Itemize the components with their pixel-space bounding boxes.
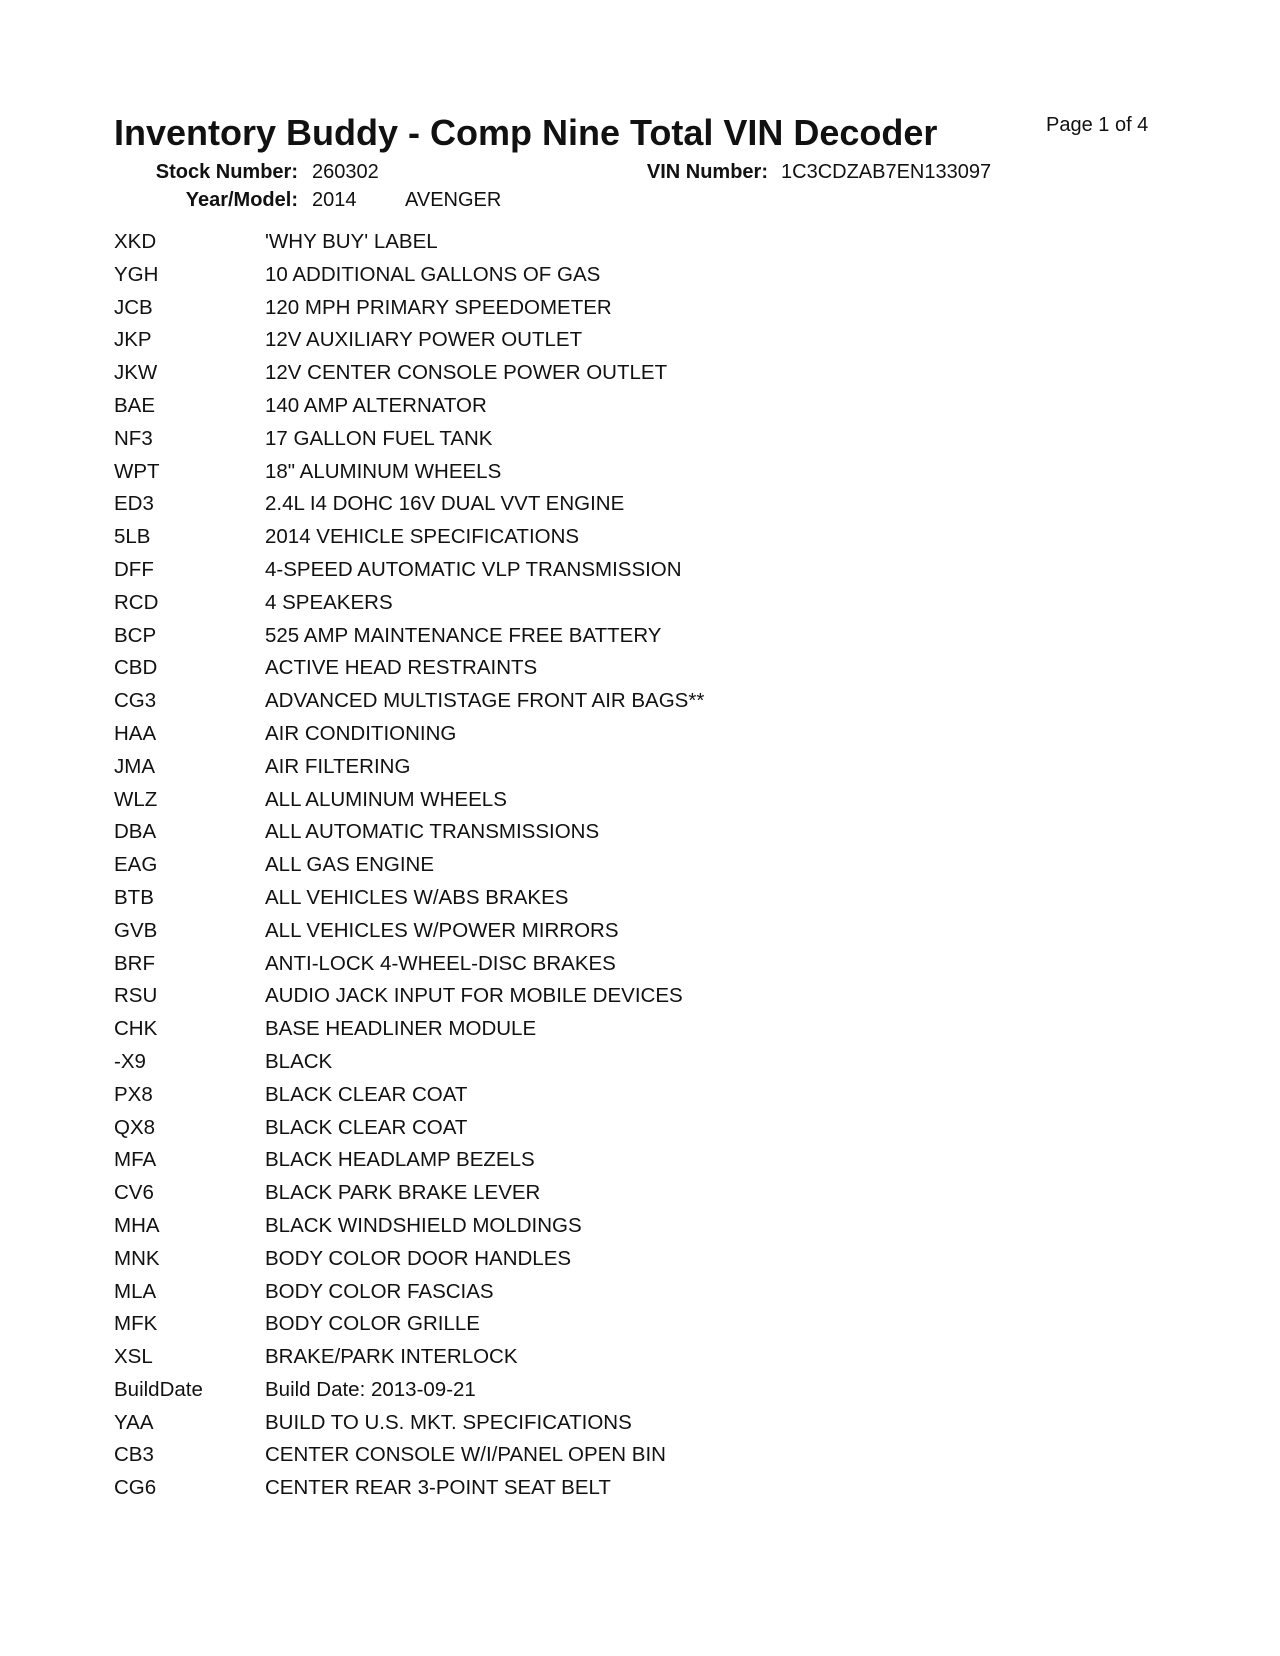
option-row [114,948,1114,981]
option-code: XKD [114,230,157,253]
option-code: XSL [114,1345,153,1369]
option-code: 5LB [114,525,151,549]
option-description: CENTER REAR 3-POINT SEAT BELT [265,1476,611,1500]
option-code: YGH [114,262,159,286]
option-code: CG3 [114,689,157,713]
option-row [114,324,1114,357]
option-description: ANTI-LOCK 4-WHEEL-DISC BRAKES [265,951,616,975]
document-title: Inventory Buddy - Comp Nine Total VIN Decoder [114,112,938,153]
option-row [114,587,1114,620]
option-code: ED3 [114,492,154,516]
option-description: BODY COLOR GRILLE [265,1312,480,1336]
option-description: 12V AUXILIARY POWER OUTLET [265,328,583,352]
option-description: 4 SPEAKERS [265,590,393,614]
year-model-label: Year/Model: [185,189,298,211]
option-description: AUDIO JACK INPUT FOR MOBILE DEVICES [265,984,683,1008]
option-description: AIR CONDITIONING [265,721,457,745]
option-description: CENTER CONSOLE W/I/PANEL OPEN BIN [265,1443,666,1467]
option-row [114,652,1114,685]
option-code: RCD [114,590,159,614]
option-row [114,1144,1114,1177]
option-row [114,1079,1114,1112]
option-description: BUILD TO U.S. MKT. SPECIFICATIONS [265,1410,632,1434]
vin-number-label: VIN Number: [646,161,768,183]
option-row [114,1407,1114,1440]
option-code: CHK [114,1017,158,1041]
page-number: Page 1 of 4 [1046,114,1149,136]
option-description: 120 MPH PRIMARY SPEEDOMETER [265,295,612,319]
option-code: WPT [114,459,160,483]
option-row [114,292,1114,325]
option-row [114,1276,1114,1309]
option-row [114,816,1114,849]
option-code: BuildDate [114,1377,203,1401]
option-description: ALL VEHICLES W/ABS BRAKES [265,885,569,909]
option-description: 18" ALUMINUM WHEELS [265,459,502,483]
option-description: ALL ALUMINUM WHEELS [265,787,507,811]
option-row [114,685,1114,718]
option-code: JCB [114,295,153,319]
option-description: BLACK [265,1049,333,1073]
option-row [114,390,1114,423]
option-code: HAA [114,721,157,745]
option-code: GVB [114,918,158,942]
model-value: AVENGER [405,189,502,211]
option-row [114,456,1114,489]
option-code: JMA [114,754,155,778]
option-row [114,554,1114,587]
option-row [114,521,1114,554]
option-description: 140 AMP ALTERNATOR [265,393,487,417]
option-description: ADVANCED MULTISTAGE FRONT AIR BAGS** [265,689,705,713]
option-row [114,915,1114,948]
option-row [114,784,1114,817]
option-row [114,620,1114,653]
option-code-list [114,226,1114,1505]
option-description: BLACK WINDSHIELD MOLDINGS [265,1213,582,1237]
option-row [114,1341,1114,1374]
option-code: PX8 [114,1082,153,1106]
option-description: Build Date: 2013-09-21 [265,1377,476,1401]
option-code: CBD [114,656,158,680]
option-code: BAE [114,393,156,417]
option-description: 525 AMP MAINTENANCE FREE BATTERY [265,623,662,647]
option-row [114,980,1114,1013]
option-description: BRAKE/PARK INTERLOCK [265,1345,518,1369]
year-value: 2014 [312,189,357,211]
option-code: JKW [114,361,158,385]
option-row [114,849,1114,882]
option-description: AIR FILTERING [265,754,411,778]
stock-number-value: 260302 [312,161,379,183]
option-row [114,1013,1114,1046]
option-code: WLZ [114,787,158,811]
option-description: ALL GAS ENGINE [265,853,434,877]
option-code: MNK [114,1246,160,1270]
option-row [114,1112,1114,1145]
option-code: DBA [114,820,157,844]
option-row [114,1243,1114,1276]
option-description: 2.4L I4 DOHC 16V DUAL VVT ENGINE [265,492,625,516]
option-description: 12V CENTER CONSOLE POWER OUTLET [265,361,668,385]
option-description: BODY COLOR FASCIAS [265,1279,494,1303]
stock-number-label: Stock Number: [155,161,298,183]
option-code: JKP [114,328,152,352]
option-description: BODY COLOR DOOR HANDLES [265,1246,572,1270]
option-row [114,1046,1114,1079]
option-description: 'WHY BUY' LABEL [265,230,438,253]
option-code: MFA [114,1148,157,1172]
option-description: BLACK CLEAR COAT [265,1082,468,1106]
option-row [114,1308,1114,1341]
option-description: 4-SPEED AUTOMATIC VLP TRANSMISSION [265,557,682,581]
option-description: BASE HEADLINER MODULE [265,1017,537,1041]
option-row [114,423,1114,456]
option-row [114,488,1114,521]
option-description: 10 ADDITIONAL GALLONS OF GAS [265,262,601,286]
option-description: BLACK PARK BRAKE LEVER [265,1181,541,1205]
option-code: -X9 [114,1049,146,1073]
option-row [114,357,1114,390]
option-description: ALL AUTOMATIC TRANSMISSIONS [265,820,600,844]
option-code: BCP [114,623,157,647]
option-row [114,226,1114,259]
option-code: NF3 [114,426,153,450]
option-row [114,882,1114,915]
option-row [114,1374,1114,1407]
option-description: ACTIVE HEAD RESTRAINTS [265,656,538,680]
option-code: BTB [114,885,154,909]
option-row [114,1210,1114,1243]
option-row [114,718,1114,751]
option-description: 17 GALLON FUEL TANK [265,426,493,450]
option-code: YAA [114,1410,154,1434]
option-code: CB3 [114,1443,154,1467]
option-code: DFF [114,557,154,581]
option-code: QX8 [114,1115,156,1139]
option-description: 2014 VEHICLE SPECIFICATIONS [265,525,580,549]
option-description: ALL VEHICLES W/POWER MIRRORS [265,918,619,942]
option-row [114,1177,1114,1210]
option-description: BLACK CLEAR COAT [265,1115,468,1139]
option-code: BRF [114,951,155,975]
option-row [114,259,1114,292]
option-code: EAG [114,853,158,877]
option-code: CV6 [114,1181,154,1205]
option-row [114,751,1114,784]
option-code: MLA [114,1279,157,1303]
option-code: MHA [114,1213,160,1237]
option-row [114,1472,1114,1505]
vin-number-value: 1C3CDZAB7EN133097 [781,161,992,183]
option-code: CG6 [114,1476,157,1500]
option-code: MFK [114,1312,158,1336]
option-code: RSU [114,984,158,1008]
option-row [114,1439,1114,1472]
option-description: BLACK HEADLAMP BEZELS [265,1148,535,1172]
